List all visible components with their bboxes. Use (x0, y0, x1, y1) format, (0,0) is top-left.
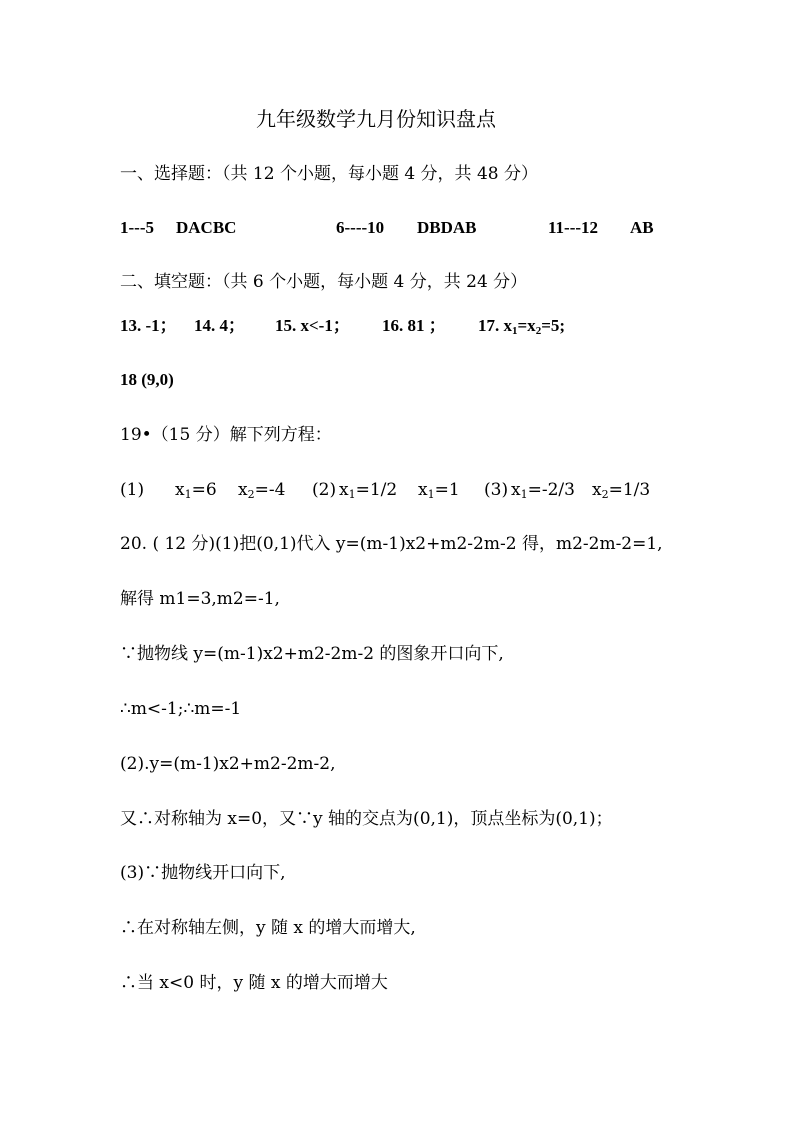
answer-14: 14. 4； (194, 316, 245, 335)
q20-line1: 20. ( 12 分)(1)把(0,1)代入 y=(m-1)x2+m2-2m-2 得，m2-2m-2=1, (120, 534, 663, 554)
q19-part2-root1: $x_1=1/2$ (339, 480, 398, 501)
q20-line8: ∴在对称轴左侧，y 随 x 的增大而增大, (120, 918, 416, 938)
q19-part3-root1: $x_1=-2/3$ (511, 480, 575, 501)
section1-heading: 一、选择题：（共 12 个小题，每小题 4 分，共 48 分） (120, 164, 539, 184)
q19-part1-root2: $x_2=-4$ (238, 480, 286, 501)
q19-part3-root2: $x_2=1/3$ (592, 480, 651, 501)
q19-part3-label: (3) (484, 480, 509, 500)
answer-range-1: 1---5 (120, 218, 154, 237)
answer-15: 15. x<-1； (275, 316, 350, 335)
q19-part1-root1: $x_1=6$ (175, 480, 217, 501)
answer-letters-1: DACBC (176, 218, 237, 237)
answer-17: 17. $x_1=x_2=5$; (478, 316, 566, 337)
answer-range-2: 6----10 (336, 218, 385, 237)
answer-18: 18 (9,0) (120, 370, 174, 389)
q20-line5: (2).y=(m-1)x2+m2-2m-2, (120, 754, 336, 774)
answer-13: 13. -1； (120, 316, 177, 335)
q19-part2-label: (2) (312, 480, 337, 500)
q19-part2-root2: $x_1=1$ (418, 480, 460, 501)
q20-line9: ∴当 x<0 时，y 随 x 的增大而增大 (120, 973, 388, 993)
q20-line3: ∵抛物线 y=(m-1)x2+m2-2m-2 的图象开口向下, (120, 644, 504, 664)
q20-line6: 又∴对称轴为 x=0，又∵y 轴的交点为(0,1)，顶点坐标为(0,1)； (120, 809, 613, 829)
page-title: 九年级数学九月份知识盘点 (256, 107, 496, 131)
q20-line4: ∴m<-1;∴m=-1 (120, 699, 242, 719)
q20-line7: (3)∵抛物线开口向下, (120, 863, 286, 883)
q19-part1-label: (1) (120, 480, 145, 500)
answer-letters-2: DBDAB (417, 218, 477, 237)
answer-16: 16. 81 ； (382, 316, 446, 335)
q19-heading: 19•（15 分）解下列方程： (120, 425, 332, 445)
answer-range-3: 11---12 (548, 218, 599, 237)
section2-heading: 二、填空题：（共 6 个小题，每小题 4 分，共 24 分） (120, 272, 528, 292)
answer-letters-3: AB (630, 218, 654, 237)
q20-line2: 解得 m1=3,m2=-1, (120, 589, 280, 609)
